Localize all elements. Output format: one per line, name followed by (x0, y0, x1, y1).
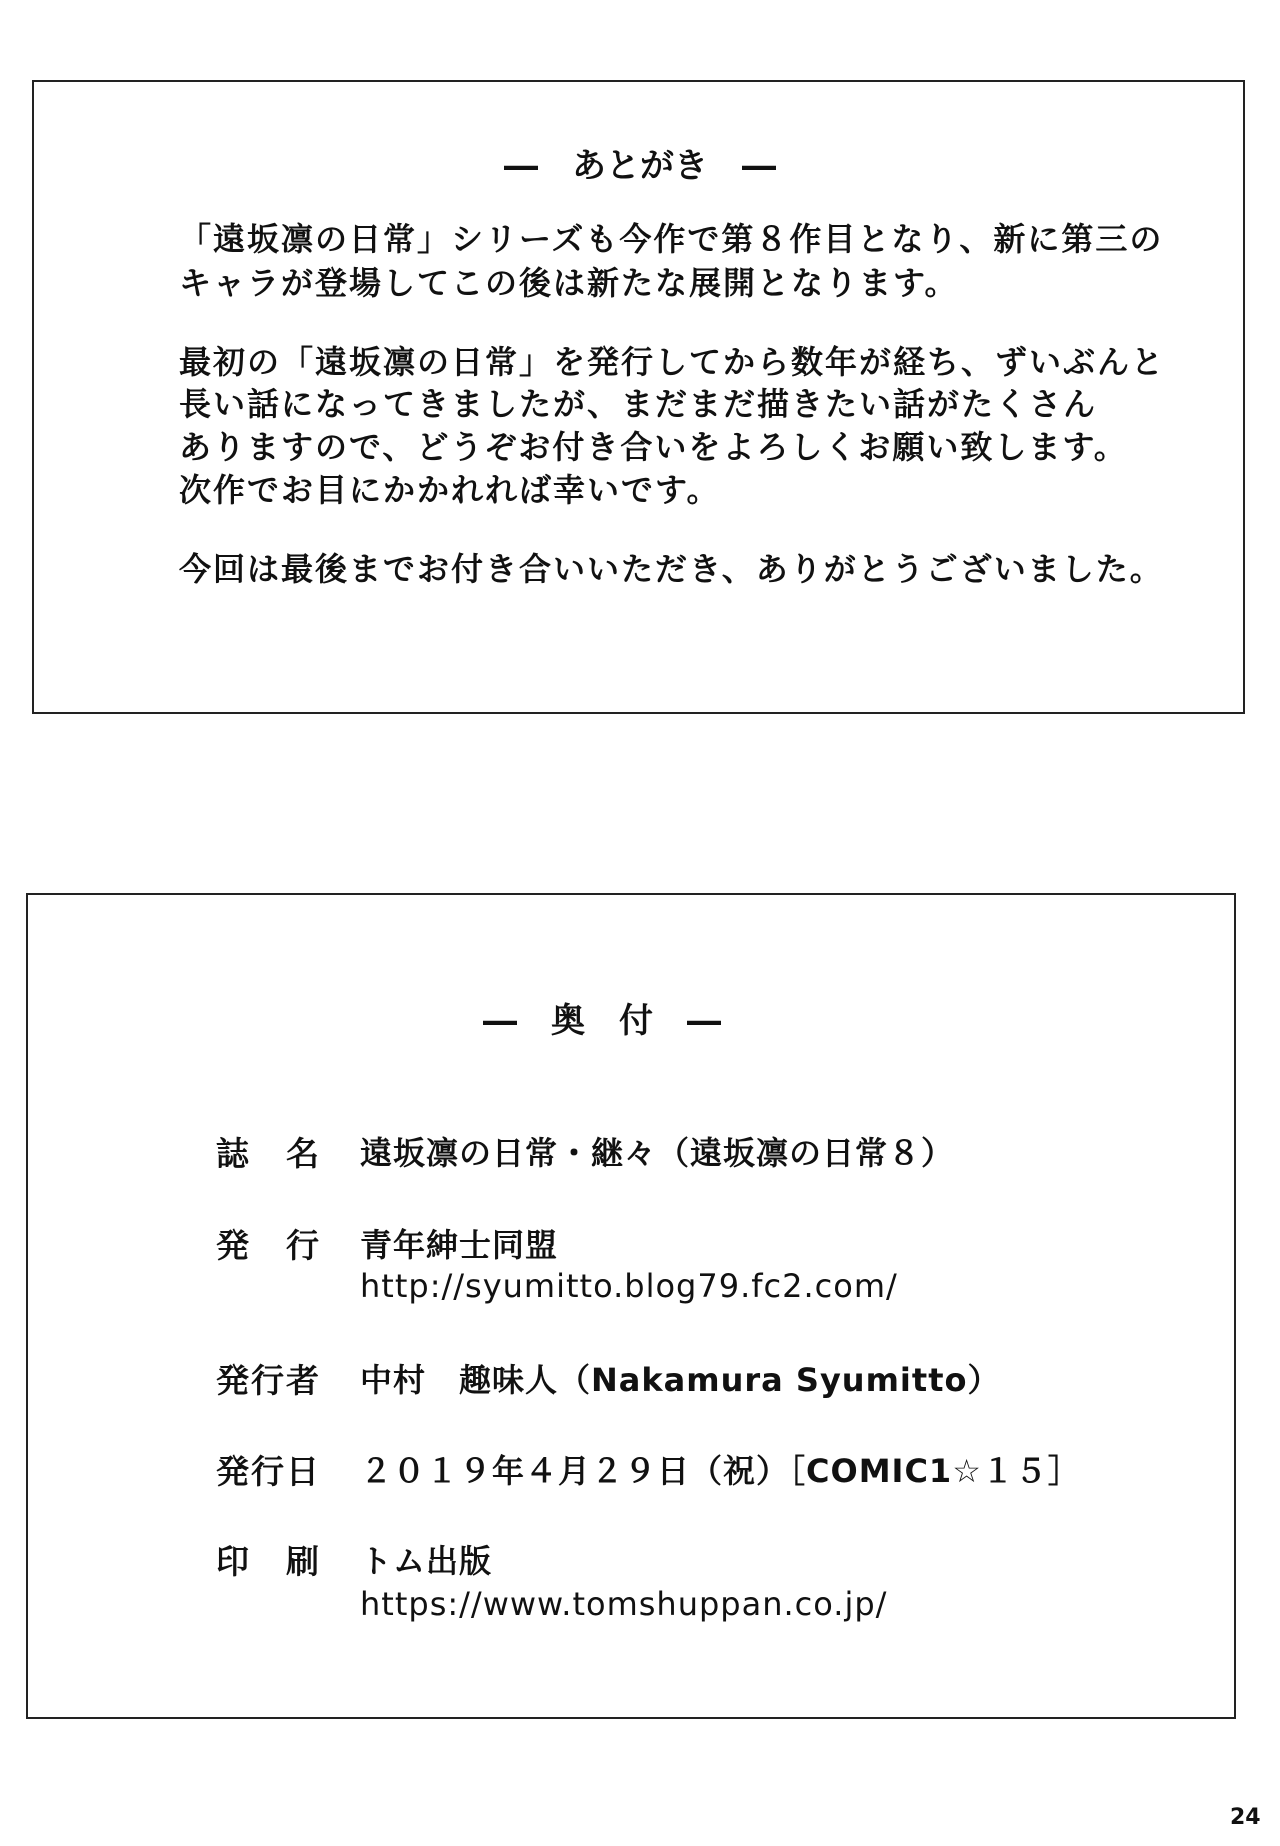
label-author: 発行者 (216, 1361, 321, 1400)
value-title: 遠坂凛の日常・継々（遠坂凛の日常８） (360, 1134, 955, 1172)
afterword-line: 「遠坂凛の日常」シリーズも今作で第８作目となり、新に第三の (179, 220, 1164, 258)
afterword-title: ― あとがき ― (504, 146, 776, 186)
colophon-title: ― 奥 付 ― (483, 1001, 721, 1041)
afterword-line: 今回は最後までお付き合いいただき、ありがとうございました。 (179, 550, 1164, 588)
page-number: 24 (1230, 1805, 1261, 1830)
afterword-line: ありますので、どうぞお付き合いをよろしくお願い致します。 (179, 428, 1128, 466)
afterword-line: キャラが登場してこの後は新たな展開となります。 (179, 264, 959, 302)
label-printer: 印 刷 (216, 1542, 321, 1581)
afterword-box (32, 80, 1245, 714)
afterword-line: 次作でお目にかかれれば幸いです。 (179, 471, 721, 509)
label-date: 発行日 (216, 1452, 321, 1491)
value-printer: トム出版 (360, 1542, 493, 1580)
publisher-url-link[interactable]: http://syumitto.blog79.fc2.com/ (360, 1267, 898, 1305)
afterword-line: 長い話になってきましたが、まだまだ描きたい話がたくさん (179, 385, 1098, 423)
afterword-line: 最初の「遠坂凛の日常」を発行してから数年が経ち、ずいぶんと (179, 343, 1166, 381)
label-title: 誌 名 (216, 1134, 321, 1173)
value-date: ２０１９年４月２９日（祝）［COMIC1☆１５］ (360, 1452, 1081, 1490)
colophon-box (26, 893, 1236, 1719)
value-author: 中村 趣味人（Nakamura Syumitto） (360, 1361, 1001, 1399)
value-publisher: 青年紳士同盟 (360, 1226, 559, 1264)
printer-url-link[interactable]: https://www.tomshuppan.co.jp/ (360, 1585, 888, 1623)
label-publisher: 発 行 (216, 1226, 321, 1265)
